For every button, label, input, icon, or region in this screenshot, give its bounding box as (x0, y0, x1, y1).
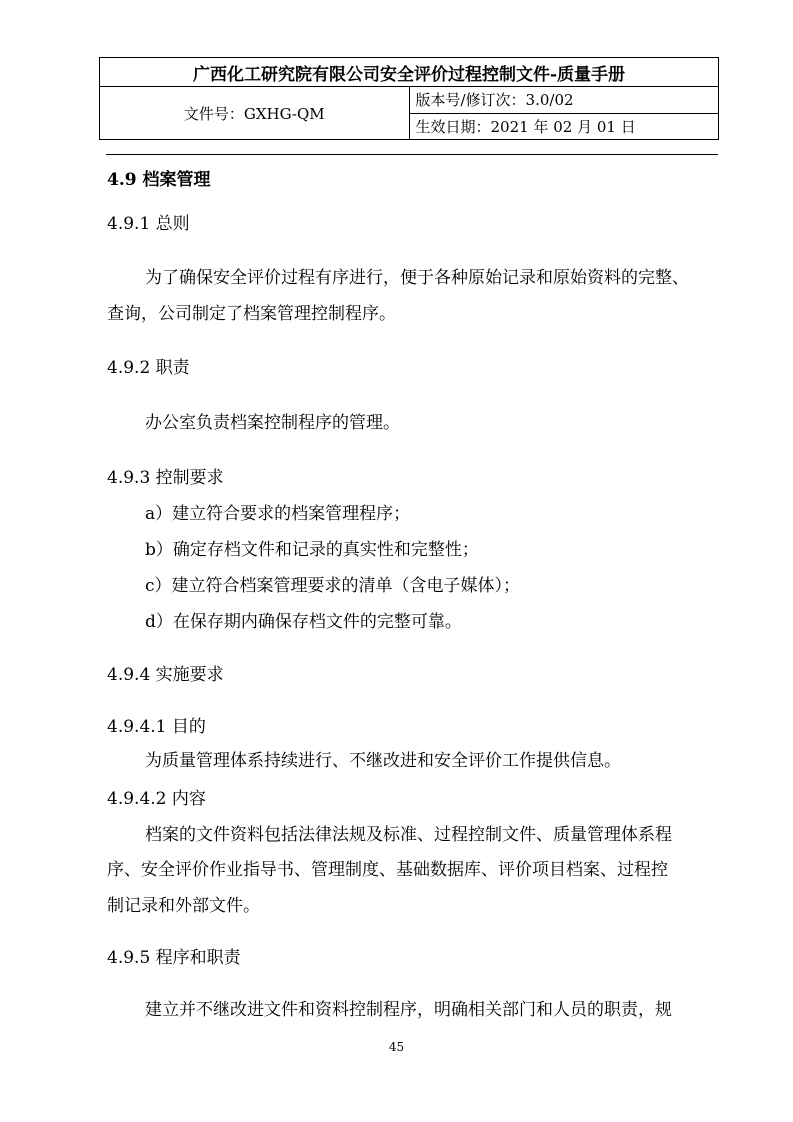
paragraph-line: 为质量管理体系持续进行、不继改进和安全评价工作提供信息。 (145, 751, 621, 771)
subsection-title-implementation: 4.9.4 实施要求 (107, 665, 224, 685)
subsection-title-duties: 4.9.2 职责 (107, 358, 190, 378)
paragraph-line: 为了确保安全评价过程有序进行，便于各种原始记录和原始资料的完整、 (145, 268, 689, 288)
header-divider (106, 154, 718, 155)
effective-date: 生效日期：2021 年 02 月 01 日 (409, 113, 719, 140)
doc-number: 文件号：GXHG-QM (100, 87, 410, 140)
subsection-title-content: 4.9.4.2 内容 (107, 789, 206, 809)
subsection-title-purpose: 4.9.4.1 目的 (107, 717, 206, 737)
paragraph-line: 查询，公司制定了档案管理控制程序。 (107, 304, 396, 324)
list-item: d）在保存期内确保存档文件的完整可靠。 (145, 612, 462, 632)
subsection-title-procedure: 4.9.5 程序和职责 (107, 948, 241, 968)
paragraph-line: 建立并不继改进文件和资料控制程序，明确相关部门和人员的职责，规 (145, 1000, 672, 1020)
paragraph-line: 档案的文件资料包括法律法规及标准、过程控制文件、质量管理体系程 (145, 825, 672, 845)
document-header-table (99, 57, 719, 140)
subsection-title-control: 4.9.3 控制要求 (107, 468, 224, 488)
header-title: 广西化工研究院有限公司安全评价过程控制文件-质量手册 (100, 58, 719, 87)
version-info: 版本号/修订次：3.0/02 (409, 87, 719, 114)
paragraph-line: 办公室负责档案控制程序的管理。 (145, 413, 400, 433)
list-item: b）确定存档文件和记录的真实性和完整性； (145, 540, 479, 560)
section-heading: 4.9 档案管理 (107, 170, 211, 190)
paragraph-line: 制记录和外部文件。 (107, 896, 260, 916)
paragraph-line: 序、安全评价作业指导书、管理制度、基础数据库、评价项目档案、过程控 (107, 860, 668, 880)
list-item: c）建立符合档案管理要求的清单（含电子媒体）； (145, 576, 521, 596)
subsection-title-general: 4.9.1 总则 (107, 214, 190, 234)
page-number: 45 (388, 1040, 405, 1054)
list-item: a）建立符合要求的档案管理程序； (145, 504, 411, 524)
